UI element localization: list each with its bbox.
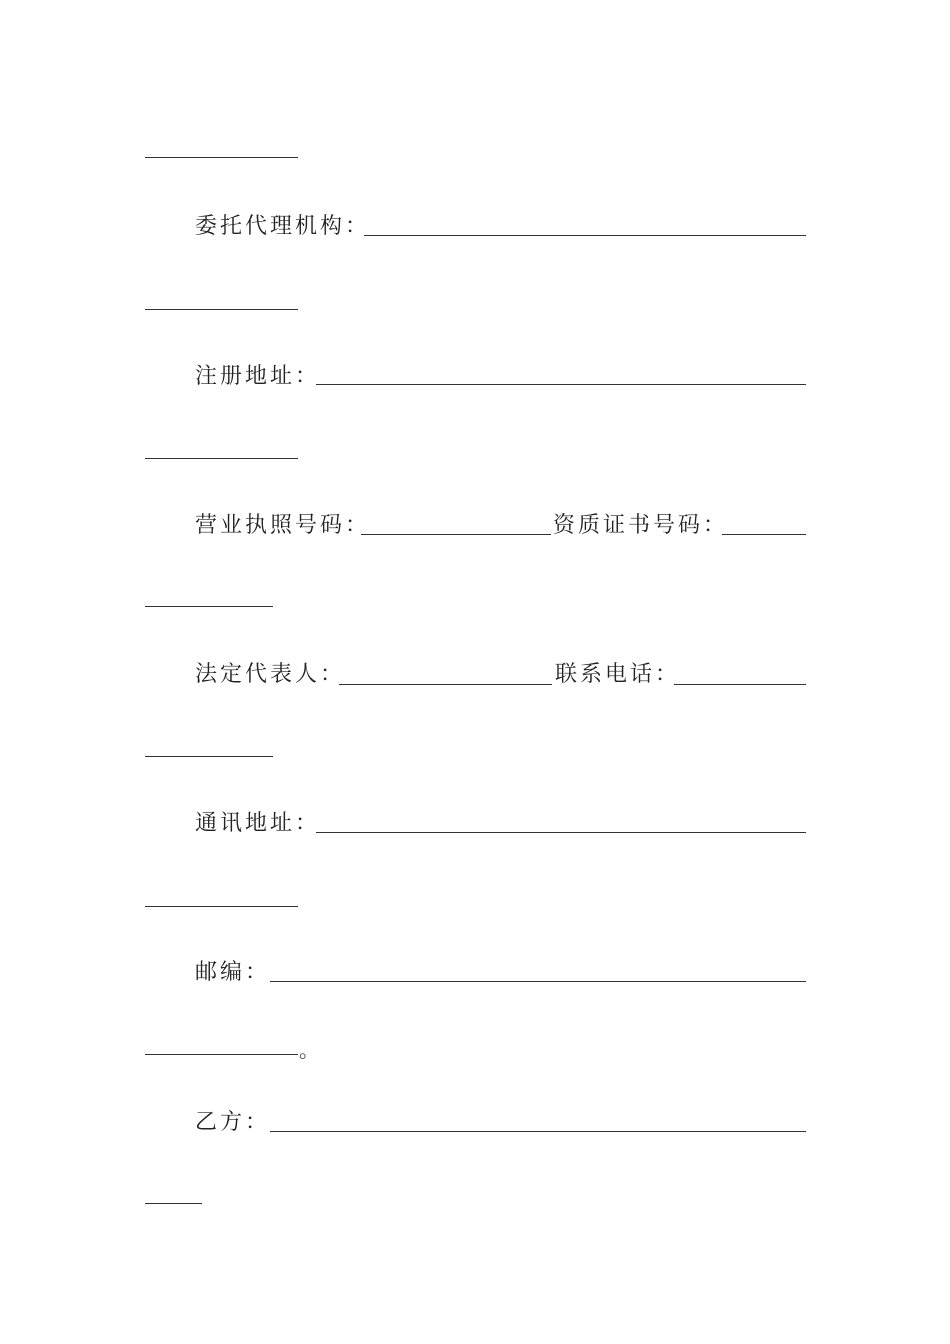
party-b-blank-line-continued[interactable] [145,1203,202,1204]
postcode-label: 邮编： [195,960,271,985]
phone-blank-line-continued[interactable] [145,756,273,757]
continuation-blank-line[interactable] [145,157,298,158]
registered-address-label: 注册地址： [195,364,321,389]
qualification-cert-blank-line-continued[interactable] [145,606,273,607]
business-license-label: 营业执照号码： [195,513,371,538]
legal-representative-blank-line[interactable] [339,684,552,685]
legal-representative-label: 法定代表人： [195,662,346,687]
party-b-label: 乙方： [195,1110,271,1135]
registered-address-blank-line-continued[interactable] [145,458,298,459]
end-period: 。 [299,1038,319,1062]
registered-address-blank-line[interactable] [316,384,806,385]
phone-blank-line[interactable] [674,684,806,685]
mailing-address-blank-line-continued[interactable] [145,906,298,907]
postcode-blank-line-continued[interactable] [145,1054,298,1055]
mailing-address-blank-line[interactable] [316,832,806,833]
party-b-blank-line[interactable] [270,1131,806,1132]
phone-label: 联系电话： [555,662,681,687]
business-license-blank-line[interactable] [361,534,551,535]
qualification-cert-label: 资质证书号码： [553,513,729,538]
agency-blank-line[interactable] [364,235,806,236]
postcode-blank-line[interactable] [270,981,806,982]
agency-blank-line-continued[interactable] [145,309,298,310]
agency-label: 委托代理机构： [195,214,371,239]
mailing-address-label: 通讯地址： [195,811,321,836]
qualification-cert-blank-line[interactable] [722,534,806,535]
